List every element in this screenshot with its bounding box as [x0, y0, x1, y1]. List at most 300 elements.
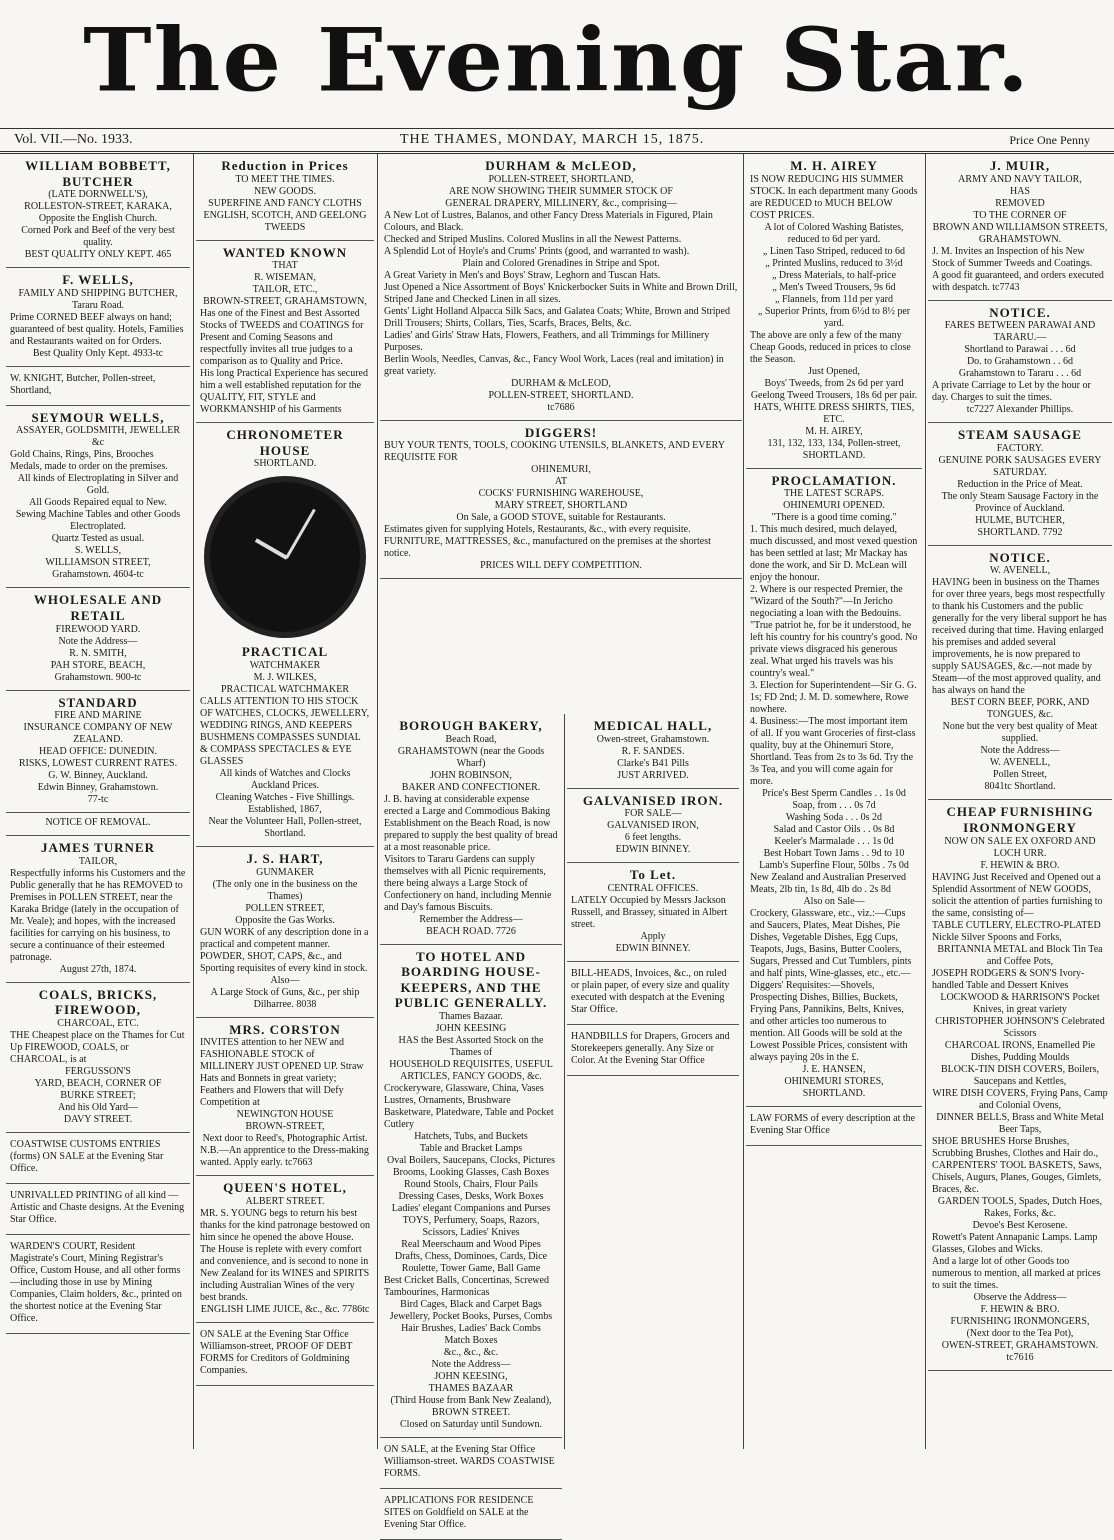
ad-line: M. H. AIREY,: [805, 425, 863, 437]
ad-durham-mcleod: [380, 154, 742, 421]
ad-line: R. N. SMITH,: [69, 647, 127, 659]
ad-line: W. AVENELL,: [989, 757, 1051, 769]
ad-line: Sewing Machine Tables and other Goods Electroplated.: [15, 509, 181, 533]
ad-line: NOW ON SALE EX OXFORD AND LOCH URR.: [944, 835, 1096, 859]
ad-heading: DIGGERS!: [524, 424, 598, 440]
ad-line: Best Hobart Town Jams . . 9d to 10: [763, 848, 905, 860]
ad-heading: DURHAM & McLEOD,: [485, 158, 637, 173]
ad-line: CHARCOAL, ETC.: [57, 1017, 139, 1029]
ad-line: OHINEMURI STORES,: [784, 1076, 884, 1088]
ad-line: WATCHMAKER: [249, 659, 321, 671]
ad-line: "There is a good time coming.": [771, 512, 897, 524]
ad-line: Rowett's Patent Annapanic Lamps. Lamp Glasses, Globes and Wicks.: [932, 1231, 1098, 1255]
ad-line: All kinds of Watches and Clocks Auckland Prices.: [219, 767, 351, 791]
column-rule: [193, 154, 194, 1449]
ad-line: Best Quality Only Kept. 4933-tc: [32, 347, 164, 359]
ad-text: BILL-HEADS, Invoices, &c., on ruled or plain paper, of every size and quality executed with despatch at the Evening Star Office.: [571, 967, 730, 1015]
ad-line: GALVANISED IRON,: [607, 820, 699, 832]
ad-line: CARPENTERS' TOOL BASKETS, Saws, Chisels, Augurs, Planes, Gouges, Gimlets, Braces, &c.: [932, 1159, 1102, 1195]
ad-line: RISKS, LOWEST CURRENT RATES.: [18, 758, 178, 770]
ad-line: JOHN KEESING: [435, 1022, 507, 1034]
ad-heading: M. H. AIREY: [790, 158, 878, 173]
ad-line: Cleaning Watches - Five Shillings.: [215, 791, 355, 803]
ad-line: J. M. Invites an Inspection of his New Stock of Summer Tweeds and Coatings.: [932, 245, 1093, 269]
ad-line: PRACTICAL WATCHMAKER: [220, 683, 350, 695]
ad-line: 3. Election for Superintendent—Sir G. G. 1s; FD 2nd; J. M. D. somewhere, Rowe nowhere.: [750, 680, 917, 716]
ad-heading: STANDARD: [58, 694, 138, 710]
ad-line: SHORTLAND. 7792: [977, 526, 1063, 538]
ad-line: A New Lot of Lustres, Balanos, and other Fancy Dress Materials in Figured, Plain Colours, and Black.: [384, 209, 713, 233]
ad-line: (The only one in the business on the Thames): [212, 878, 358, 902]
ad-line: ENGLISH LIME JUICE, &c., &c. 7786tc: [200, 1303, 370, 1315]
ad-line: N.B.—An apprentice to the Dress-making wanted. Apply early. tc7663: [200, 1145, 369, 1169]
ad-diggers: [380, 421, 742, 580]
ad-line: tc7686: [547, 401, 575, 413]
ad-heading: GALVANISED IRON.: [582, 792, 724, 808]
ad-line: R. WISEMAN,: [254, 272, 316, 284]
ad-line: ARMY AND NAVY TAILOR,: [958, 173, 1082, 185]
ad-line: Just Opened a Nice Assortment of Boys' Knickerbocker Suits in White and Brown Drill, Striped Jane and Checked Linen in all sizes.: [384, 281, 738, 305]
ad-line: &c., &c., &c.: [443, 1346, 499, 1358]
ad-line: Salad and Castor Oils . . 0s 8d: [773, 824, 895, 836]
ad-line: POWDER, SHOT, CAPS, &c., and Sporting requisites of every kind in stock.: [200, 950, 368, 974]
ad-line: G. W. Binney, Auckland.: [48, 770, 148, 782]
ad-line: Opposite the Gas Works.: [235, 914, 335, 926]
ad-line: Quartz Tested as usual.: [51, 533, 145, 545]
ad-line: Dressing Cases, Desks, Work Boxes: [398, 1190, 544, 1202]
ad-line: And a large lot of other Goods too numerous to mention, all marked at prices to suit the times.: [932, 1255, 1101, 1291]
ad-line: ZEALAND.: [73, 734, 123, 746]
ad-line: tc7227 Alexander Phillips.: [966, 404, 1074, 416]
ad-line: NEW GOODS.: [253, 185, 317, 197]
ad-line: WIRE DISH COVERS, Frying Pans, Camp and Colonial Ovens,: [932, 1087, 1108, 1111]
ad-proclamation: [746, 469, 922, 1108]
column-rule: [377, 154, 378, 1449]
ad-line: F. HEWIN & BRO.: [980, 859, 1060, 871]
ad-standard-insurance: [6, 691, 190, 814]
ad-knight: [6, 367, 190, 406]
ad-line: Geelong Tweed Trousers, 18s 6d per pair.: [750, 389, 918, 401]
ad-corston: [196, 1018, 374, 1177]
ad-line: Berlin Wools, Needles, Canvas, &c., Fancy Wool Work, Laces (real and imitation) in great variety.: [384, 353, 724, 377]
ad-reduction-prices: [196, 154, 374, 241]
ad-line: Corned Pork and Beef of the very best quality.: [21, 225, 175, 249]
ad-heading: NOTICE.: [989, 304, 1051, 320]
ad-line: FIREWOOD YARD.: [55, 623, 141, 635]
ad-line: HULME, BUTCHER,: [975, 514, 1065, 526]
ad-line: IS NOW REDUCING HIS SUMMER STOCK. In each department many Goods are REDUCED to MUCH BELOW COST PRICES.: [750, 173, 918, 221]
ad-line: FURNISHING IRONMONGERS,: [950, 1315, 1090, 1327]
ad-line: tc7616: [1006, 1351, 1034, 1363]
ad-line: Note the Address—: [431, 1358, 511, 1370]
ad-chronometer-head: [200, 427, 370, 470]
ad-coastwise: [6, 1133, 190, 1184]
ad-heading: NOTICE OF REMOVAL.: [45, 817, 151, 829]
ad-heading: WHOLESALE AND RETAIL: [33, 592, 163, 623]
ad-line: FOR SALE—: [624, 808, 682, 820]
ad-heading: F. WELLS,: [62, 272, 134, 288]
ad-line: F. HEWIN & BRO.: [980, 1303, 1060, 1315]
ad-line: Observe the Address—: [973, 1291, 1067, 1303]
ad-line: ALBERT STREET.: [245, 1195, 325, 1207]
ad-heading: MEDICAL HALL,: [593, 718, 713, 733]
ad-line: POLLEN-STREET, SHORTLAND.: [488, 389, 634, 401]
ad-line: Lamb's Superfine Flour, 50lbs . 7s 0d: [759, 860, 909, 872]
ad-line: FIRE AND MARINE: [54, 710, 142, 722]
ad-muir-tailor: [928, 154, 1112, 301]
column-rule: [564, 714, 565, 1449]
ad-line: Note the Address—: [980, 745, 1060, 757]
ad-line: Ladies' elegant Companions and Purses: [391, 1202, 551, 1214]
ad-borough-bakery: [380, 714, 562, 945]
ad-hewin-bro: [928, 800, 1112, 1370]
ad-line: POLLEN-STREET, SHORTLAND,: [488, 173, 634, 185]
ad-steam-sausage: [928, 423, 1112, 546]
ad-line: Just Opened,: [808, 365, 860, 377]
ad-line: ROLLESTON-STREET, KARAKA,: [24, 201, 172, 213]
ad-line: GUNMAKER: [256, 866, 314, 878]
ad-heading: WILLIAM BOBBETT, BUTCHER: [25, 158, 171, 189]
ad-line: SHOE BRUSHES Horse Brushes, Scrubbing Brushes, Clothes and Hair do.,: [932, 1135, 1099, 1159]
ad-firewood-yard: [6, 588, 190, 690]
ad-heading: MRS. CORSTON: [229, 1021, 341, 1037]
ad-line: HATS, WHITE DRESS SHIRTS, TIES, ETC.: [753, 401, 915, 425]
ad-galvanised-iron: [567, 789, 739, 864]
ad-text: W. KNIGHT, Butcher, Pollen-street, Shortland,: [10, 372, 156, 396]
ad-line: Jewellery, Pocket Books, Purses, Combs: [389, 1310, 553, 1322]
ad-line: On Sale, a GOOD STOVE, suitable for Restaurants.: [456, 512, 666, 524]
ad-line: THE LATEST SCRAPS.: [783, 488, 885, 500]
ad-line: (LATE DORNWELL'S),: [48, 189, 148, 201]
ad-line: Grahamstown. 900-tc: [54, 671, 142, 683]
ad-line: „ Printed Muslins, reduced to 3½d: [765, 257, 903, 269]
column-rule: [743, 154, 744, 1449]
ad-line: 131, 132, 133, 134, Pollen-street,: [767, 437, 901, 449]
ad-fergusson: [6, 983, 190, 1133]
ad-line: Keeler's Marmalade . . . 1s 0d: [774, 836, 894, 848]
ad-line: LOCKWOOD & HARRISON'S Pocket Knives, in great variety: [940, 991, 1100, 1015]
ad-line: BRITANNIA METAL and Block Tin Tea and Coffee Pots,: [937, 943, 1103, 967]
ad-line: SHORTLAND.: [253, 458, 317, 470]
ad-line: COCKS' FURNISHING WAREHOUSE,: [478, 488, 644, 500]
ad-line: Estimates given for supplying Hotels, Restaurants, &c., with every requisite. FURNITURE, MATTRESSES, &c., manufactured on the premises at the shortest notice.: [384, 524, 711, 560]
ad-line: CHARCOAL IRONS, Enamelled Pie Dishes, Pudding Moulds: [944, 1039, 1096, 1063]
ad-hart-gunmaker: [196, 847, 374, 1018]
ad-notice-removal: [6, 813, 190, 836]
ad-line: ENGLISH, SCOTCH, AND GEELONG TWEEDS: [203, 209, 367, 233]
ad-line: BROWN-STREET,: [245, 1121, 325, 1133]
column-2: [196, 154, 374, 1449]
ad-text: UNRIVALLED PRINTING of all kind —Artistic and Chaste designs. At the Evening Star Office.: [10, 1189, 185, 1225]
ad-line: CHRISTOPHER JOHNSON'S Celebrated Scissors: [935, 1015, 1105, 1039]
ad-line: Apply: [640, 930, 666, 942]
ad-law-forms: [746, 1107, 922, 1146]
ad-line: None but the very best quality of Meat supplied.: [942, 721, 1098, 745]
ad-line: Shortland to Parawai . . . 6d: [964, 344, 1076, 356]
column-3: [380, 714, 562, 1530]
ad-line: „ Dress Materials, to half-price: [771, 269, 897, 281]
ad-line: Crockeryware, Glassware, China, Vases Lustres, Ornaments, Brushware Basketware, Platedware, Table and Pocket Cutlery: [384, 1082, 554, 1130]
ad-line: FACTORY.: [996, 442, 1044, 454]
ad-line: CENTRAL OFFICES.: [607, 882, 699, 894]
ad-fares-notice: [928, 301, 1112, 424]
ad-line: BROWN AND WILLIAMSON STREETS, GRAHAMSTOWN.: [932, 221, 1108, 245]
ad-line: A good fit guaranteed, and orders executed with despatch. tc7743: [932, 269, 1104, 293]
ad-line: M. J. WILKES,: [253, 671, 317, 683]
ad-line: JOHN KEESING,: [434, 1370, 508, 1382]
ad-line: MARY STREET, SHORTLAND: [494, 500, 628, 512]
ad-text: APPLICATIONS FOR RESIDENCE SITES on Goldfield on SALE at the Evening Star Office.: [384, 1494, 534, 1530]
column-5: [746, 154, 922, 1449]
ad-line: BUY YOUR TENTS, TOOLS, COOKING UTENSILS, BLANKETS, AND EVERY REQUISITE FOR: [384, 440, 725, 464]
ad-line: TAILOR, ETC.,: [252, 284, 318, 296]
ad-line: Reduction in the Price of Meat.: [957, 478, 1083, 490]
ad-line: Grahamstown to Tararu . . . 6d: [958, 368, 1082, 380]
newspaper-title: The Evening Star.: [83, 8, 1031, 112]
ad-line: Grahamstown. 4604-tc: [52, 569, 144, 581]
ad-line: CALLS ATTENTION TO HIS STOCK OF WATCHES, CLOCKS, JEWELLERY, WEDDING RINGS, AND KEEPERS: [200, 695, 370, 731]
ad-residence-sites: [380, 1489, 562, 1540]
clock-illustration: [204, 476, 366, 638]
ad-line: Visitors to Tararu Gardens can supply themselves with all Picnic requirements, there being always a Large Stock of Confectionery on hand, including Mennie and Day's famous Biscuits.: [384, 853, 552, 913]
ad-line: JOHN ROBINSON,: [430, 769, 512, 781]
ad-line: Table and Bracket Lamps: [419, 1142, 523, 1154]
ad-heading: PRACTICAL: [241, 644, 329, 660]
ad-line: OHINEMURI OPENED.: [783, 500, 885, 512]
ad-line: GENERAL DRAPERY, MILLINERY, &c., comprising—: [445, 197, 677, 209]
ad-line: Gold Chains, Rings, Pins, Brooches Medals, made to order on the premises.: [10, 449, 168, 473]
ad-line: W. AVENELL,: [989, 565, 1051, 577]
ad-line: Prime CORNED BEEF always on hand; guaranteed of best quality. Hotels, Families and Restaurants waited on for Orders.: [10, 311, 184, 347]
ad-wiseman: [196, 241, 374, 424]
ad-heading: SEYMOUR WELLS,: [31, 409, 165, 425]
ad-line: NEWINGTON HOUSE: [236, 1109, 334, 1121]
ad-line: HAS the Best Assorted Stock on the Thames of: [398, 1034, 544, 1058]
ad-line: Washing Soda . . . 0s 2d: [785, 812, 883, 824]
ad-line: Boys' Tweeds, from 2s 6d per yard: [764, 377, 904, 389]
ad-line: 8041tc Shortland.: [984, 781, 1056, 793]
ad-line: 6 feet lengths.: [624, 832, 682, 844]
ad-heading: J. MUIR,: [989, 158, 1051, 173]
ad-line: AT: [554, 476, 568, 488]
ad-line: Closed on Saturday until Sundown.: [400, 1418, 542, 1430]
ad-wards-forms: [380, 1438, 562, 1489]
ad-heading: JAMES TURNER: [41, 840, 155, 856]
ad-line: Near the Volunteer Hall, Pollen-street, Shortland.: [208, 815, 362, 839]
ad-line: A Large Stock of Guns, &c., per ship Dilharree. 8038: [210, 986, 360, 1010]
ad-line: Respectfully informs his Customers and the Public generally that he has REMOVED to Premises in POLLEN STREET, near the Karaka Bridge (lately in the occupation of Mr. Veale); and hopes, with the increased facilities for carrying on his business, to secure a continuance of their esteemed patronage.: [10, 867, 186, 963]
ad-line: BEST CORN BEEF, PORK, AND TONGUES, &c.: [950, 697, 1090, 721]
ad-line: Ladies' and Girls' Straw Hats, Flowers, Feathers, and all Trimmings for Millinery Purposes.: [384, 329, 710, 353]
ad-line: HAVING been in business on the Thames for over three years, begs most respectfully to thank his Customers and the public generally for the very liberal support he has received during that time. Having enlarged his premises and added several improvements, he is now prepared to supply SAUSAGES, &c.—not made by Steam—of the most approved quality, and has always on hand the: [932, 577, 1107, 697]
ad-line: All Goods Repaired equal to New.: [29, 497, 167, 509]
ad-line: POLLEN STREET,: [245, 902, 325, 914]
column-rule: [925, 154, 926, 1449]
ad-line: OHINEMURI,: [531, 464, 591, 476]
ad-line: TO MEET THE TIMES.: [235, 173, 335, 185]
ad-line: A Splendid Lot of Hoyle's and Crums' Prints (good, and warranted to wash).: [384, 245, 690, 257]
ad-line: Thames Bazaar.: [439, 1010, 503, 1022]
ad-line: SHORTLAND.: [802, 449, 866, 461]
ad-line: Devoe's Best Kerosene.: [972, 1219, 1068, 1231]
ad-line: Established, 1867,: [248, 803, 322, 815]
ad-line: THE Cheapest place on the Thames for Cut Up FIREWOOD, COALS, or CHARCOAL, is at: [10, 1029, 185, 1065]
ad-line: Pollen Street,: [993, 769, 1047, 781]
ad-line: Beach Road,: [445, 733, 497, 745]
ad-line: Also—: [270, 974, 300, 986]
price: Price One Penny: [1009, 133, 1090, 147]
ad-line: All kinds of Electroplating in Silver and Gold.: [17, 473, 179, 497]
ad-text: ON SALE at the Evening Star Office Williamson-street, PROOF OF DEBT FORMS for Creditors of Goldmining Companies.: [200, 1328, 353, 1376]
ad-line: EDWIN BINNEY.: [615, 942, 691, 954]
ad-line: S. WELLS,: [74, 545, 122, 557]
ad-line: ASSAYER, GOLDSMITH, JEWELLER &c: [15, 425, 181, 449]
ad-line: HAVING Just Received and Opened out a Splendid Assortment of NEW GOODS, solicit the attention of parties furnishing to the same, consisting of—: [932, 871, 1103, 919]
ad-text: WARDEN'S COURT, Resident Magistrate's Court, Mining Registrar's Office, Custom House, and all other forms—including those in use by Mining Companies, Claim holders, &c., printed on the shortest notice at the Evening Star Office.: [10, 1240, 182, 1324]
ad-line: BROWN-STREET, GRAHAMSTOWN,: [203, 296, 367, 308]
ad-heading: CHRONOMETER HOUSE: [226, 427, 344, 458]
ad-printing: [6, 1184, 190, 1235]
ad-line: DURHAM & McLEOD,: [511, 377, 611, 389]
ad-wardens-court: [6, 1235, 190, 1334]
ad-line: (Next door to the Tea Pot),: [966, 1327, 1074, 1339]
ad-line: BAKER AND CONFECTIONER.: [401, 781, 541, 793]
ad-line: Best Cricket Balls, Concertinas, Screwed Tambourines, Harmonicas: [384, 1274, 549, 1298]
ad-line: YARD, BEACH, CORNER OF: [34, 1077, 162, 1089]
ad-avenell: [928, 546, 1112, 801]
ad-line: TOYS, Perfumery, Soaps, Razors, Scissors, Ladies' Knives: [402, 1214, 540, 1238]
ad-line: The above are only a few of the many Cheap Goods, reduced in prices to close the Season.: [750, 329, 911, 365]
ad-line: „ Flannels, from 11d per yard: [775, 293, 893, 305]
ad-line: GRAHAMSTOWN (near the Goods Wharf): [397, 745, 545, 769]
ad-line: GUN WORK of any description done in a practical and competent manner.: [200, 926, 369, 950]
ad-line: Real Meerschaum and Wood Pipes: [401, 1238, 541, 1250]
ad-line: 77-tc: [87, 794, 109, 806]
ad-line: BROWN STREET.: [431, 1406, 511, 1418]
ad-heading: CHEAP FURNISHING IRONMONGERY: [946, 804, 1094, 835]
ad-line: BEACH ROAD. 7726: [426, 925, 516, 937]
ad-line: A private Carriage to Let by the hour or day. Charges to suit the times.: [932, 380, 1091, 404]
ad-line: EDWIN BINNEY.: [615, 844, 691, 856]
ad-line: INSURANCE COMPANY OF NEW: [23, 722, 173, 734]
ad-seymour-wells: [6, 406, 190, 589]
ad-line: Next door to Reed's, Photographic Artist.: [202, 1133, 368, 1145]
ad-line: BURKE STREET;: [60, 1089, 136, 1101]
ad-chronometer-body: [200, 644, 370, 840]
ad-line: GARDEN TOOLS, Spades, Dutch Hoes, Rakes, Forks, &c.: [937, 1195, 1103, 1219]
masthead: [0, 0, 1114, 120]
ad-line: LATELY Occupied by Messrs Jackson Russell, and Brassey, situated in Albert street.: [571, 894, 728, 930]
ad-line: And his Old Yard—: [57, 1101, 138, 1113]
ad-line: Brooms, Looking Glasses, Cash Boxes: [392, 1166, 550, 1178]
ad-line: Remember the Address—: [419, 913, 523, 925]
ad-line: Price's Best Sperm Candles . . 1s 0d: [762, 788, 906, 800]
ad-line: New Zealand and Australian Preserved Meats, 2lb tin, 1s 8d, 4lb do . 2s 8d: [750, 872, 907, 896]
ad-heading: BOROUGH BAKERY,: [399, 718, 543, 733]
ad-wells-butcher: [6, 268, 190, 367]
ad-bobbett: [6, 154, 190, 268]
ad-chronometer-house: [196, 423, 374, 847]
ad-line: Crockery, Glassware, etc., viz.:—Cups and Saucers, Plates, Meat Dishes, Pie Dishes, Vegetable Dishes, Egg Cups, Teapots, Jugs, Basins, Butter Coolers, Sugars, Pressed and Cut Tumblers, pints and half pints, Wine-glasses, etc., etc.—Diggers' Requisites:—Shovels, Prospecting Dishes, Billies, Buckets, Frying Pans, Pannikins, Belts, Knives, and other articles too numerous to mention. All Goods will be sold at the Lowest Possible Prices, consistent with always paying 20s in the £.: [750, 908, 912, 1064]
ad-line: Match Boxes: [444, 1334, 498, 1346]
ad-line: A lot of Colored Washing Batistes, reduced to 6d per yard.: [764, 221, 904, 245]
ad-line: Plain and Colored Grenadines in Stripe and Spot.: [462, 257, 660, 269]
ad-line: „ Men's Tweed Trousers, 9s 6d: [772, 281, 896, 293]
ad-heading: WANTED KNOWN: [222, 244, 348, 260]
ad-thames-bazaar: [380, 945, 562, 1438]
ad-line: HEAD OFFICE: DUNEDIN.: [38, 746, 158, 758]
ad-line: The only Steam Sausage Factory in the Province of Auckland.: [941, 490, 1099, 514]
dateline: [0, 128, 1114, 154]
ad-heading: PROCLAMATION.: [771, 472, 897, 488]
ad-heading: To Let.: [629, 867, 677, 883]
ad-line: Gents' Light Holland Alpacca Silk Sacs, and Galatea Coats; White, Brown and Striped Drill Trousers; Shirts, Collars, Ties, Scarfs, Braces, Belts, &c.: [384, 305, 730, 329]
ad-line: DAVY STREET.: [63, 1113, 133, 1125]
ad-text: HANDBILLS for Drapers, Grocers and Storekeepers generally. Any Size or Color. At the Evening Star Office: [571, 1030, 730, 1066]
ad-heading: J. S. HART,: [246, 850, 324, 866]
ad-line: J. B. having at considerable expense erected a Large and Commodious Baking Establishment on the Beach Road, is now prepared to supply the best quality of bread at a most reasonable price.: [384, 793, 558, 853]
ad-line: MR. S. YOUNG begs to return his best thanks for the kind patronage bestowed on him since he opened the above House.: [200, 1207, 370, 1243]
ad-line: „ Superior Prints, from 6½d to 8½ per yard.: [757, 305, 911, 329]
ad-line: Roulette, Tower Game, Ball Game: [401, 1262, 541, 1274]
ad-heading: STEAM SAUSAGE: [958, 427, 1082, 443]
ad-line: JUST ARRIVED.: [617, 769, 689, 781]
volume-number: Vol. VII.—No. 1933.: [14, 132, 133, 147]
ad-airey: [746, 154, 922, 469]
ad-line: Oval Boilers, Saucepans, Clocks, Pictures: [386, 1154, 556, 1166]
ad-line: GENUINE PORK SAUSAGES EVERY SATURDAY.: [938, 454, 1102, 478]
ad-heading: COALS, BRICKS, FIREWOOD,: [38, 986, 158, 1018]
ad-line: Hair Brushes, Ladies' Back Combs: [401, 1322, 541, 1334]
ad-line: BLOCK-TIN DISH COVERS, Boilers, Saucepans and Kettles,: [940, 1063, 1100, 1087]
ad-line: The House is replete with every comfort and convenience, and is second to none in New Zealand for its WINES and SPIRITS including Australian Wines of the very best brands.: [200, 1243, 370, 1303]
ad-james-turner: [6, 836, 190, 983]
ad-line: DINNER BELLS, Brass and White Metal Beer Taps,: [936, 1111, 1104, 1135]
ad-line: WILLIAMSON STREET,: [45, 557, 151, 569]
ad-line: REMOVED: [995, 197, 1045, 209]
ad-line: Checked and Striped Muslins. Colored Muslins in all the Newest Patterns.: [384, 233, 682, 245]
ad-to-let: [567, 863, 739, 962]
ad-queens-hotel: [196, 1176, 374, 1323]
ad-line: TO THE CORNER OF: [973, 209, 1067, 221]
ad-line: SUPERFINE AND FANCY CLOTHS: [208, 197, 362, 209]
ad-bill-heads: [567, 962, 739, 1025]
ad-heading: QUEEN'S HOTEL,: [223, 1180, 347, 1196]
ad-line: ARE NOW SHOWING THEIR SUMMER STOCK OF: [449, 185, 673, 197]
ad-line: Owen-street, Grahamstown.: [596, 733, 710, 745]
ad-heading: Reduction in Prices: [221, 158, 349, 173]
ad-line: August 27th, 1874.: [59, 963, 137, 975]
ad-text: COASTWISE CUSTOMS ENTRIES (forms) ON SALE at the Evening Star Office.: [10, 1138, 164, 1174]
ad-line: Drafts, Chess, Dominoes, Cards, Dice: [394, 1250, 548, 1262]
ad-line: (Third House from Bank New Zealand),: [390, 1394, 552, 1406]
ad-line: BUSHMENS COMPASSES SUNDIAL & COMPASS SPECTACLES & EYE GLASSES: [200, 731, 361, 767]
ad-line: Bird Cages, Black and Carpet Bags: [400, 1298, 542, 1310]
ad-text: LAW FORMS of every description at the Evening Star Office: [750, 1113, 916, 1137]
ad-line: HAS: [1009, 185, 1030, 197]
column-3-4-wide: [380, 154, 742, 714]
ad-line: THAMES BAZAAR: [428, 1382, 514, 1394]
ad-handbills: [567, 1025, 739, 1076]
ad-text: ON SALE, at the Evening Star Office Williamson-street. WARDS COASTWISE FORMS.: [384, 1443, 555, 1479]
ad-line: JOSEPH RODGERS & SON'S Ivory-handled Table and Dessert Knives: [932, 967, 1085, 991]
ad-line: TABLE CUTLERY, ELECTRO-PLATED Nickle Silver Spoons and Forks,: [932, 919, 1101, 943]
ad-line: FAMILY AND SHIPPING BUTCHER, Tararu Road.: [18, 287, 178, 311]
ad-line: Clarke's B41 Pills: [617, 757, 689, 769]
ad-line: HOUSEHOLD REQUISITES, USEFUL ARTICLES, FANCY GOODS, &c.: [389, 1058, 553, 1082]
ad-line: A Great Variety in Men's and Boys' Straw, Leghorn and Tuscan Hats.: [384, 269, 661, 281]
ad-line: INVITES attention to her NEW and FASHIONABLE STOCK of MILLINERY JUST OPENED UP. Straw Hats and Bonnets in great variety; Feathers and Flowers that will Defy Competition at: [200, 1037, 364, 1109]
